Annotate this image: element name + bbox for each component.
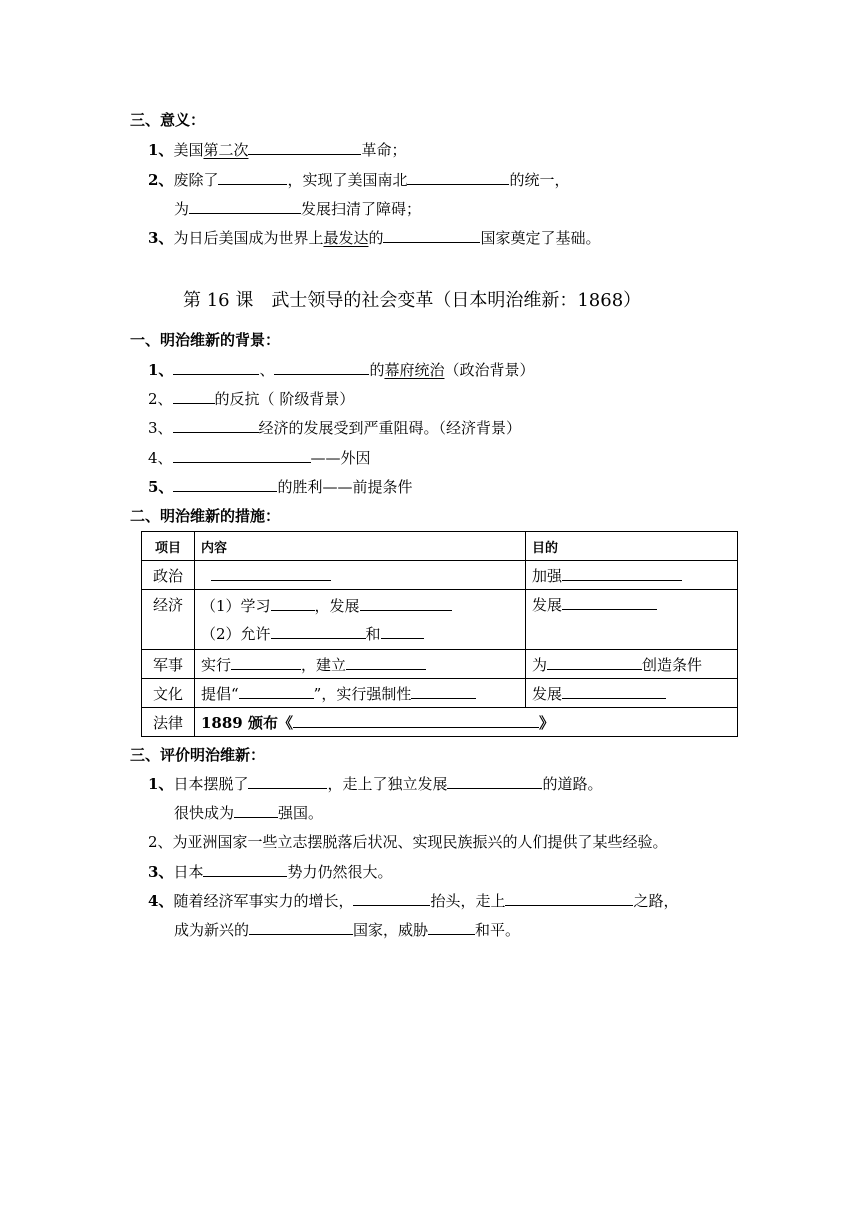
evaluation-item-3: 3、日本 势力仍然很大。	[148, 863, 393, 881]
answer-blank[interactable]	[189, 199, 301, 214]
politics-purpose: 加强	[526, 561, 738, 590]
answer-blank[interactable]	[293, 713, 539, 728]
answer-blank[interactable]	[381, 624, 424, 639]
culture-content: 提倡“ ”，实行强制性	[195, 679, 526, 708]
measures-heading: 二、明治维新的措施：	[130, 507, 281, 525]
significance-item-1: 1、美国第二次 革命；	[148, 141, 407, 159]
table-header-row	[142, 532, 738, 561]
background-item-1: 1、 、 的幕府统治（政治背景）	[148, 361, 535, 379]
answer-blank[interactable]	[271, 624, 366, 639]
answer-blank[interactable]	[203, 862, 287, 877]
answer-blank[interactable]	[346, 655, 426, 670]
header-item: 项目	[142, 532, 195, 561]
answer-blank[interactable]	[248, 140, 361, 155]
answer-blank[interactable]	[447, 774, 542, 789]
table-row-culture	[142, 679, 738, 708]
significance-item-2-cont: 为 发展扫清了障碍；	[174, 200, 422, 218]
evaluation-item-2: 2、为亚洲国家一些立志摆脱落后状况、实现民族振兴的人们提供了某些经验。	[148, 833, 668, 851]
answer-blank[interactable]	[239, 684, 314, 699]
row-label-law: 法律	[142, 708, 195, 737]
military-content: 实行 ，建立	[195, 650, 526, 679]
culture-purpose: 发展	[526, 679, 738, 708]
background-heading: 一、明治维新的背景：	[130, 331, 281, 349]
answer-blank[interactable]	[562, 595, 657, 610]
politics-content	[195, 561, 526, 590]
answer-blank[interactable]	[234, 803, 278, 818]
significance-item-2: 2、废除了 ，实现了美国南北 的统一，	[148, 171, 570, 189]
answer-blank[interactable]	[360, 596, 452, 611]
significance-item-3: 3、为日后美国成为世界上最发达的 国家奠定了基础。	[148, 229, 601, 247]
background-item-4: 4、 ——外因	[148, 449, 371, 467]
row-label-military: 军事	[142, 650, 195, 679]
answer-blank[interactable]	[218, 170, 287, 185]
background-item-2: 2、 的反抗（ 阶级背景）	[148, 390, 355, 408]
answer-blank[interactable]	[383, 228, 480, 243]
economy-content: （1）学习 ，发展 （2）允许 和	[195, 590, 526, 650]
header-purpose: 目的	[526, 532, 738, 561]
significance-heading: 三、意义：	[130, 111, 206, 129]
answer-blank[interactable]	[505, 891, 633, 906]
background-item-3: 3、 经济的发展受到严重阻碍。（经济背景）	[148, 419, 522, 437]
answer-blank[interactable]	[248, 774, 327, 789]
law-content: 1889 颁布《 》	[195, 708, 738, 737]
table-row-politics	[142, 561, 738, 590]
answer-blank[interactable]	[249, 920, 353, 935]
answer-blank[interactable]	[353, 891, 430, 906]
answer-blank[interactable]	[173, 418, 259, 433]
evaluation-item-4: 4、随着经济军事实力的增长， 抬头，走上 之路，	[148, 892, 679, 910]
row-label-culture: 文化	[142, 679, 195, 708]
answer-blank[interactable]	[428, 920, 475, 935]
answer-blank[interactable]	[173, 448, 311, 463]
answer-blank[interactable]	[411, 684, 476, 699]
answer-blank[interactable]	[562, 566, 682, 581]
answer-blank[interactable]	[173, 477, 277, 492]
table-row-military	[142, 650, 738, 679]
lesson-title: 第 16 课 武士领导的社会变革（日本明治维新：1868）	[183, 290, 642, 311]
answer-blank[interactable]	[231, 655, 301, 670]
economy-purpose: 发展	[526, 590, 738, 650]
answer-blank[interactable]	[407, 170, 509, 185]
answer-blank[interactable]	[271, 596, 315, 611]
evaluation-heading: 三、评价明治维新：	[130, 746, 266, 764]
military-purpose: 为 创造条件	[526, 650, 738, 679]
header-content: 内容	[195, 532, 526, 561]
answer-blank[interactable]	[211, 566, 331, 581]
answer-blank[interactable]	[274, 360, 369, 375]
evaluation-item-1: 1、日本摆脱了 ，走上了独立发展 的道路。	[148, 775, 603, 793]
answer-blank[interactable]	[562, 684, 666, 699]
measures-table	[141, 531, 738, 737]
table-row-law	[142, 708, 738, 737]
row-label-politics: 政治	[142, 561, 195, 590]
evaluation-item-4-cont: 成为新兴的 国家，威胁 和平。	[174, 921, 521, 939]
table-row-economy	[142, 590, 738, 650]
answer-blank[interactable]	[547, 655, 642, 670]
background-item-5: 5、 的胜利——前提条件	[148, 478, 413, 496]
row-label-economy: 经济	[142, 590, 195, 650]
answer-blank[interactable]	[173, 389, 215, 404]
evaluation-item-1-cont: 很快成为 强国。	[174, 804, 324, 822]
answer-blank[interactable]	[173, 360, 259, 375]
